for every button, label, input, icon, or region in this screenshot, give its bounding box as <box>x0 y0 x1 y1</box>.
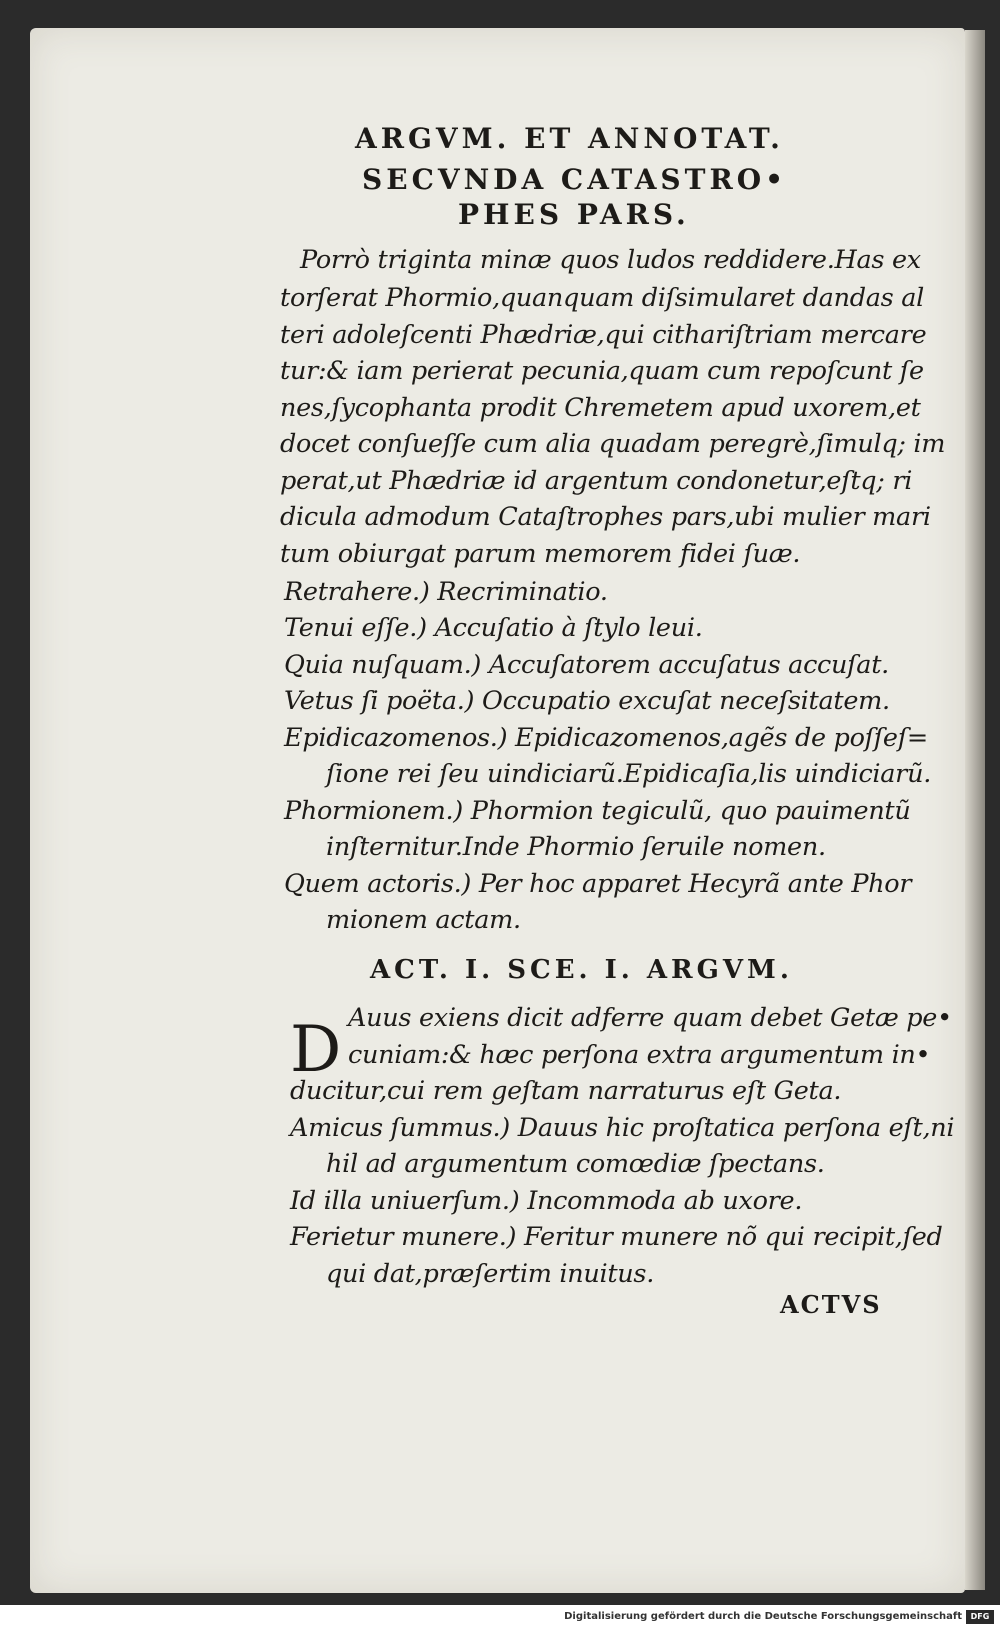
argument-line: ducitur,cui rem geſtam narraturus eſt Geta. <box>290 1076 842 1106</box>
section-title-line-2: PHES PARS. <box>458 198 690 231</box>
funding-credit: Digitalisierung gefördert durch die Deutsche Forschungsgemeinschaft <box>564 1611 962 1622</box>
annotation-note: Per hoc apparet Hecyrã ante Phor <box>478 869 912 899</box>
annotation-line <box>284 686 890 716</box>
argument-line: teri adoleſcenti Phædriæ,qui cithariſtriam mercare <box>280 320 927 350</box>
annotation-note: Phormion tegiculũ, quo pauimentũ <box>470 796 911 826</box>
argument-line: perat,ut Phædriæ id argentum condonetur,eſtq; ri <box>280 466 913 496</box>
annotation-line <box>284 869 911 899</box>
annotation-line <box>326 1149 825 1179</box>
annotation-line <box>284 650 889 680</box>
annotation-lemma: Tenui eſſe.) <box>284 613 427 643</box>
argument-line: nes,ſycophanta prodit Chremetem apud uxorem,et <box>280 393 921 423</box>
annotation-line <box>284 723 928 753</box>
argument-line: tum obiurgat parum memorem fidei ſuæ. <box>280 539 801 569</box>
running-title: ARGVM. ET ANNOTAT. <box>355 122 784 155</box>
annotation-line <box>284 577 608 607</box>
annotation-line <box>326 832 826 862</box>
annotation-lemma: Retrahere.) <box>284 577 430 607</box>
annotation-line <box>326 1259 654 1289</box>
annotation-line <box>290 1186 802 1216</box>
page-edge <box>965 30 985 1590</box>
annotation-line <box>326 759 931 789</box>
annotation-note: inſternitur.Inde Phormio ſeruile nomen. <box>326 832 826 862</box>
annotation-line <box>290 1222 943 1252</box>
annotation-note: Accuſatorem accuſatus accuſat. <box>488 650 889 680</box>
section-title-line-1: SECVNDA CATASTRO• <box>362 163 788 196</box>
annotation-line <box>326 905 521 935</box>
argument-line: docet conſueſſe cum alia quadam peregrè,ſimulq; im <box>280 429 946 459</box>
act-heading: ACT. I. SCE. I. ARGVM. <box>370 955 793 985</box>
annotation-lemma: Ferietur munere.) <box>290 1222 517 1252</box>
annotation-lemma: Quem actoris.) <box>284 869 472 899</box>
annotation-lemma: Epidicazomenos.) <box>284 723 508 753</box>
annotation-note: Incommoda ab uxore. <box>527 1186 803 1216</box>
catchword: ACTVS <box>780 1290 882 1319</box>
annotation-lemma: Phormionem.) <box>284 796 463 826</box>
annotation-note: hil ad argumentum comœdiæ ſpectans. <box>326 1149 825 1179</box>
annotation-note: Dauus hic proſtatica perſona eſt,ni <box>517 1113 955 1143</box>
annotation-note: qui dat,præſertim inuitus. <box>326 1259 654 1289</box>
argument-line: cuniam:& hæc perſona extra argumentum in• <box>348 1040 931 1070</box>
annotation-note: ſione rei ſeu uindiciarũ.Epidicaſia,lis uindiciarũ. <box>326 759 932 789</box>
annotation-note: Accuſatio à ſtylo leui. <box>434 613 703 643</box>
annotation-note: Feritur munere nõ qui recipit,ſed <box>523 1222 943 1252</box>
annotation-lemma: Id illa uniuerſum.) <box>290 1186 520 1216</box>
annotation-lemma: Quia nuſquam.) <box>284 650 482 680</box>
annotation-note: mionem actam. <box>326 905 521 935</box>
argument-line: torſerat Phormio,quanquam diſsimularet dandas al <box>280 283 924 313</box>
annotation-note: Occupatio excuſat neceſsitatem. <box>482 686 890 716</box>
annotation-note: Epidicazomenos,agẽs de poſſeſ= <box>515 723 928 753</box>
annotation-line <box>284 796 911 826</box>
annotation-line <box>290 1113 954 1143</box>
annotation-lemma: Amicus ſummus.) <box>290 1113 510 1143</box>
argument-line: Auus exiens dicit adferre quam debet Getæ pe• <box>348 1003 952 1033</box>
annotation-lemma: Vetus ſi poëta.) <box>284 686 475 716</box>
argument-line: Porrò triginta minæ quos ludos reddidere.Has ex <box>300 245 921 275</box>
annotation-note: Recriminatio. <box>437 577 608 607</box>
argument-line: dicula admodum Cataſtrophes pars,ubi mulier mari <box>280 502 931 532</box>
dfg-logo: DFG <box>966 1610 994 1624</box>
annotation-line <box>284 613 703 643</box>
drop-cap: D <box>290 1013 342 1087</box>
digitization-footer <box>0 1605 1000 1630</box>
argument-line: tur:& iam perierat pecunia,quam cum repoſcunt ſe <box>280 356 924 386</box>
